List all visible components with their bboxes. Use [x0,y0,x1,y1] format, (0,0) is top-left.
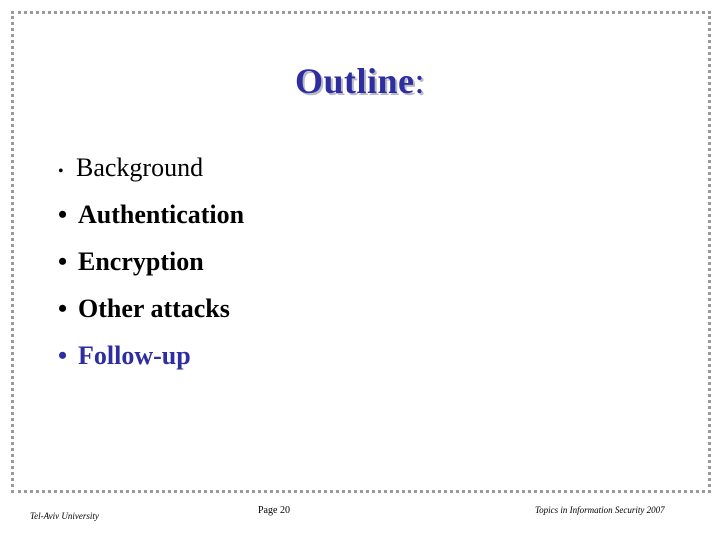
bullet-text: Follow-up [78,341,191,370]
bullet-text: Other attacks [78,294,230,323]
title-text: Outline [294,61,415,101]
footer-course-title: Topics in Information Security 2007 [535,505,665,515]
bullet-text: Encryption [78,247,204,276]
bullet-text: Authentication [78,200,245,229]
bullet-text: Background [76,153,204,182]
footer-page-number: Page 20 [258,505,290,516]
slide-title [0,60,720,102]
footer-institution: Tel-Aviv University [30,511,99,521]
bullet-item-authentication [58,200,244,230]
bullet-item-encryption [58,247,204,277]
bullet-dot: • [58,247,68,276]
bullet-item-follow-up [58,341,191,371]
bullet-dot: • [58,163,64,180]
title-colon: : [414,61,426,101]
bullet-dot: • [58,341,68,370]
bullet-dot: • [58,294,68,323]
bullet-item-background [58,153,203,183]
bullet-dot: • [58,200,68,229]
bullet-item-other-attacks [58,294,230,324]
